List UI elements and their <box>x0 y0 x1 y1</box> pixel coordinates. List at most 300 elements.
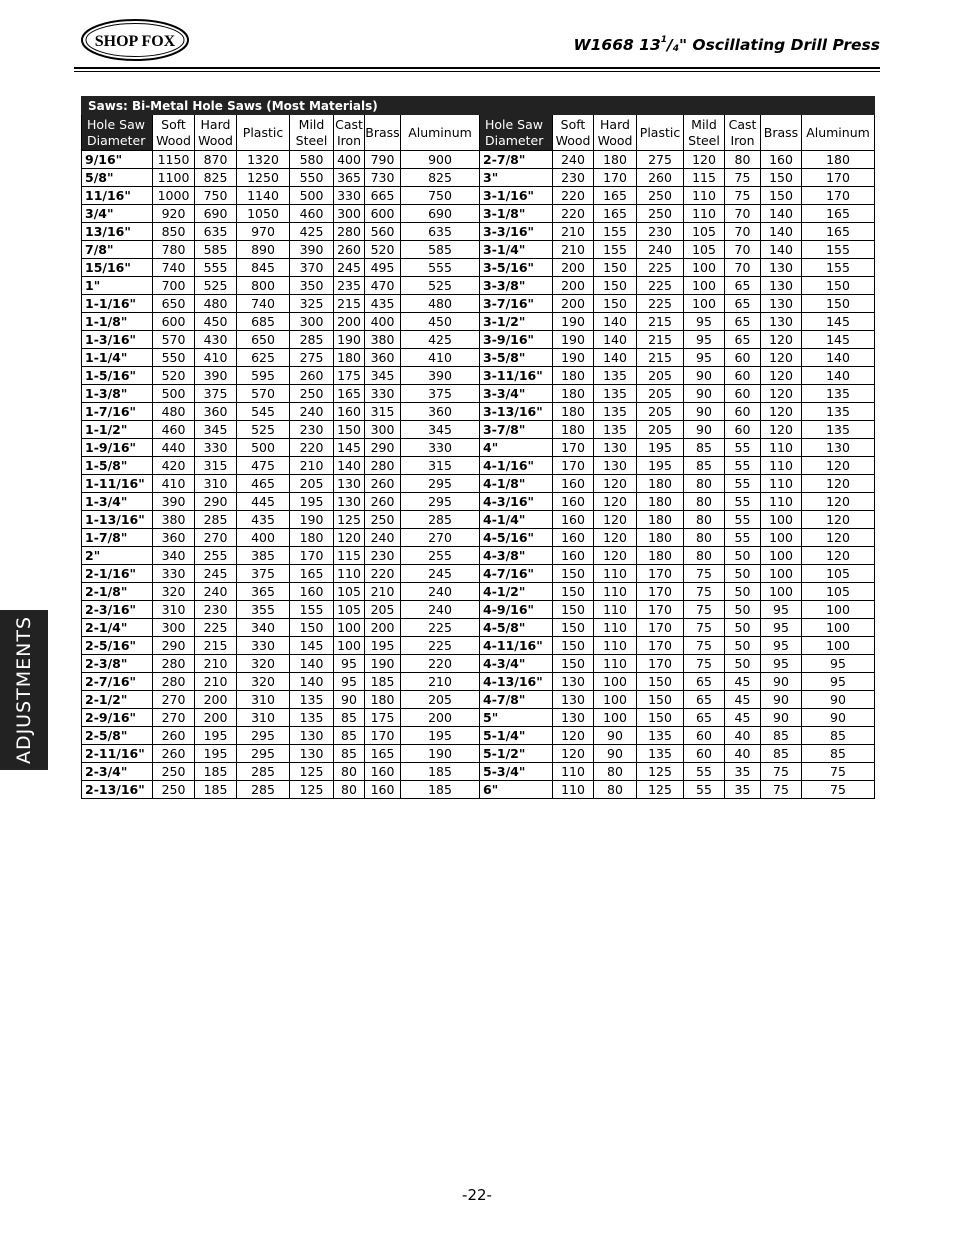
rpm-cell: 100 <box>334 637 365 655</box>
rpm-cell: 390 <box>290 241 334 259</box>
column-header: Cast Iron <box>725 115 761 151</box>
rpm-cell: 600 <box>365 205 401 223</box>
rpm-cell: 90 <box>684 385 725 403</box>
rpm-cell: 520 <box>153 367 195 385</box>
diameter-cell: 2-7/8" <box>480 151 553 169</box>
rpm-cell: 150 <box>594 277 637 295</box>
rpm-cell: 170 <box>594 169 637 187</box>
table-row <box>82 511 875 529</box>
table-row <box>82 349 875 367</box>
rpm-cell: 170 <box>290 547 334 565</box>
document-title: W1668 $13^1/4$" Oscillating Drill Press <box>573 35 880 54</box>
diameter-cell: 1-1/8" <box>82 313 153 331</box>
rpm-cell: 95 <box>761 655 802 673</box>
rpm-cell: 110 <box>553 781 594 799</box>
rpm-cell: 230 <box>637 223 684 241</box>
rpm-cell: 150 <box>334 421 365 439</box>
rpm-cell: 175 <box>365 709 401 727</box>
rpm-cell: 215 <box>637 349 684 367</box>
table-row <box>82 781 875 799</box>
diameter-cell: 3-5/8" <box>480 349 553 367</box>
rpm-cell: 800 <box>237 277 290 295</box>
rpm-cell: 185 <box>195 763 237 781</box>
rpm-cell: 215 <box>195 637 237 655</box>
rpm-cell: 130 <box>594 439 637 457</box>
rpm-cell: 345 <box>365 367 401 385</box>
rpm-cell: 600 <box>153 313 195 331</box>
rpm-cell: 110 <box>594 601 637 619</box>
rpm-cell: 85 <box>334 727 365 745</box>
rpm-cell: 215 <box>334 295 365 313</box>
rpm-cell: 450 <box>401 313 480 331</box>
diameter-cell: 7/8" <box>82 241 153 259</box>
rpm-cell: 100 <box>684 277 725 295</box>
rpm-cell: 55 <box>725 511 761 529</box>
diameter-cell: 4-5/16" <box>480 529 553 547</box>
rpm-cell: 150 <box>553 655 594 673</box>
rpm-cell: 150 <box>290 619 334 637</box>
rpm-cell: 360 <box>401 403 480 421</box>
rpm-cell: 220 <box>290 439 334 457</box>
rpm-cell: 240 <box>365 529 401 547</box>
rpm-cell: 665 <box>365 187 401 205</box>
rpm-cell: 40 <box>725 727 761 745</box>
rpm-cell: 135 <box>637 727 684 745</box>
diameter-cell: 2-13/16" <box>82 781 153 799</box>
rpm-cell: 160 <box>553 493 594 511</box>
diameter-cell: 1-1/16" <box>82 295 153 313</box>
rpm-cell: 120 <box>594 547 637 565</box>
rpm-cell: 185 <box>401 781 480 799</box>
rpm-cell: 150 <box>637 691 684 709</box>
rpm-cell: 285 <box>237 763 290 781</box>
rpm-cell: 170 <box>637 565 684 583</box>
rpm-cell: 70 <box>725 241 761 259</box>
rpm-cell: 80 <box>684 529 725 547</box>
rpm-cell: 200 <box>195 709 237 727</box>
rpm-cell: 90 <box>684 421 725 439</box>
diameter-cell: 2-3/8" <box>82 655 153 673</box>
rpm-cell: 280 <box>365 457 401 475</box>
rpm-cell: 585 <box>401 241 480 259</box>
table-row <box>82 709 875 727</box>
rpm-cell: 780 <box>153 241 195 259</box>
column-header: Hard Wood <box>195 115 237 151</box>
rpm-cell: 110 <box>761 457 802 475</box>
rpm-cell: 130 <box>761 295 802 313</box>
rpm-cell: 520 <box>365 241 401 259</box>
rpm-cell: 60 <box>684 745 725 763</box>
rpm-cell: 150 <box>802 295 875 313</box>
table-row <box>82 763 875 781</box>
rpm-cell: 425 <box>290 223 334 241</box>
rpm-cell: 100 <box>761 565 802 583</box>
rpm-cell: 170 <box>637 655 684 673</box>
rpm-cell: 130 <box>553 691 594 709</box>
rpm-cell: 290 <box>365 439 401 457</box>
rpm-cell: 200 <box>553 295 594 313</box>
rpm-cell: 80 <box>594 781 637 799</box>
rpm-cell: 310 <box>195 475 237 493</box>
rpm-cell: 100 <box>594 691 637 709</box>
rpm-cell: 85 <box>761 745 802 763</box>
rpm-cell: 190 <box>334 331 365 349</box>
rpm-cell: 130 <box>290 745 334 763</box>
diameter-cell: 3-1/2" <box>480 313 553 331</box>
rpm-cell: 85 <box>334 745 365 763</box>
rpm-cell: 135 <box>637 745 684 763</box>
rpm-cell: 245 <box>401 565 480 583</box>
rpm-cell: 300 <box>290 313 334 331</box>
rpm-cell: 100 <box>761 547 802 565</box>
rpm-cell: 370 <box>290 259 334 277</box>
rpm-cell: 160 <box>553 547 594 565</box>
table-row <box>82 673 875 691</box>
rpm-cell: 300 <box>153 619 195 637</box>
diameter-cell: 5" <box>480 709 553 727</box>
rpm-cell: 635 <box>195 223 237 241</box>
rpm-cell: 330 <box>365 385 401 403</box>
rpm-cell: 330 <box>153 565 195 583</box>
rpm-cell: 135 <box>802 385 875 403</box>
rpm-cell: 65 <box>684 691 725 709</box>
diameter-cell: 2-3/4" <box>82 763 153 781</box>
rpm-cell: 170 <box>637 637 684 655</box>
rpm-cell: 150 <box>761 187 802 205</box>
rpm-cell: 240 <box>195 583 237 601</box>
rpm-cell: 205 <box>365 601 401 619</box>
rpm-cell: 1320 <box>237 151 290 169</box>
rpm-cell: 35 <box>725 781 761 799</box>
rpm-cell: 70 <box>725 223 761 241</box>
rpm-cell: 195 <box>195 745 237 763</box>
rpm-cell: 635 <box>401 223 480 241</box>
rpm-cell: 555 <box>195 259 237 277</box>
column-header: Hole Saw Diameter <box>480 115 553 151</box>
rpm-cell: 95 <box>802 673 875 691</box>
rpm-cell: 115 <box>684 169 725 187</box>
rpm-cell: 170 <box>553 457 594 475</box>
rpm-cell: 90 <box>761 691 802 709</box>
diameter-cell: 2-1/8" <box>82 583 153 601</box>
rpm-cell: 845 <box>237 259 290 277</box>
rpm-cell: 560 <box>365 223 401 241</box>
rpm-cell: 350 <box>290 277 334 295</box>
rpm-cell: 70 <box>725 205 761 223</box>
rpm-cell: 240 <box>553 151 594 169</box>
rpm-cell: 100 <box>802 619 875 637</box>
rpm-cell: 390 <box>153 493 195 511</box>
rpm-cell: 80 <box>594 763 637 781</box>
rpm-cell: 700 <box>153 277 195 295</box>
rpm-cell: 920 <box>153 205 195 223</box>
rpm-cell: 170 <box>365 727 401 745</box>
rpm-cell: 150 <box>594 259 637 277</box>
rpm-cell: 175 <box>334 367 365 385</box>
rpm-cell: 110 <box>761 439 802 457</box>
rpm-cell: 50 <box>725 565 761 583</box>
table-row <box>82 421 875 439</box>
rpm-cell: 295 <box>237 745 290 763</box>
rpm-cell: 90 <box>802 691 875 709</box>
rpm-cell: 120 <box>802 529 875 547</box>
table-row <box>82 331 875 349</box>
rpm-cell: 75 <box>684 601 725 619</box>
rpm-cell: 180 <box>594 151 637 169</box>
column-header: Hole Saw Diameter <box>82 115 153 151</box>
rpm-cell: 685 <box>237 313 290 331</box>
rpm-cell: 260 <box>153 727 195 745</box>
rpm-cell: 270 <box>153 709 195 727</box>
rpm-cell: 160 <box>365 763 401 781</box>
rpm-cell: 125 <box>637 763 684 781</box>
diameter-cell: 2-7/16" <box>82 673 153 691</box>
rpm-cell: 160 <box>334 403 365 421</box>
rpm-cell: 360 <box>153 529 195 547</box>
rpm-cell: 185 <box>365 673 401 691</box>
rpm-cell: 135 <box>290 709 334 727</box>
rpm-cell: 85 <box>802 745 875 763</box>
rpm-cell: 120 <box>594 511 637 529</box>
rpm-cell: 155 <box>290 601 334 619</box>
rpm-cell: 120 <box>594 529 637 547</box>
rpm-cell: 435 <box>237 511 290 529</box>
rpm-cell: 75 <box>684 637 725 655</box>
rpm-cell: 470 <box>365 277 401 295</box>
rpm-cell: 1140 <box>237 187 290 205</box>
diameter-cell: 1-11/16" <box>82 475 153 493</box>
rpm-cell: 545 <box>237 403 290 421</box>
diameter-cell: 4-3/8" <box>480 547 553 565</box>
rpm-cell: 480 <box>401 295 480 313</box>
rpm-cell: 105 <box>684 223 725 241</box>
rpm-cell: 160 <box>365 781 401 799</box>
diameter-cell: 4-7/16" <box>480 565 553 583</box>
rpm-cell: 80 <box>684 511 725 529</box>
table-row <box>82 367 875 385</box>
rpm-cell: 1000 <box>153 187 195 205</box>
rpm-cell: 150 <box>553 583 594 601</box>
rpm-cell: 65 <box>684 709 725 727</box>
rpm-cell: 60 <box>725 367 761 385</box>
rpm-cell: 190 <box>290 511 334 529</box>
rpm-cell: 240 <box>637 241 684 259</box>
rpm-cell: 255 <box>401 547 480 565</box>
table-row <box>82 637 875 655</box>
rpm-cell: 650 <box>153 295 195 313</box>
rpm-cell: 135 <box>594 403 637 421</box>
rpm-cell: 190 <box>553 331 594 349</box>
rpm-cell: 225 <box>637 259 684 277</box>
rpm-cell: 145 <box>334 439 365 457</box>
rpm-cell: 165 <box>334 385 365 403</box>
diameter-cell: 4-1/8" <box>480 475 553 493</box>
rpm-cell: 650 <box>237 331 290 349</box>
rpm-cell: 170 <box>637 619 684 637</box>
rpm-cell: 50 <box>725 583 761 601</box>
column-header: Hard Wood <box>594 115 637 151</box>
rpm-cell: 35 <box>725 763 761 781</box>
rpm-cell: 280 <box>334 223 365 241</box>
rpm-cell: 110 <box>553 763 594 781</box>
rpm-cell: 1150 <box>153 151 195 169</box>
rpm-cell: 550 <box>153 349 195 367</box>
rpm-cell: 120 <box>684 151 725 169</box>
rpm-cell: 245 <box>195 565 237 583</box>
rpm-cell: 150 <box>594 295 637 313</box>
rpm-cell: 135 <box>594 385 637 403</box>
rpm-cell: 225 <box>401 619 480 637</box>
rpm-cell: 180 <box>802 151 875 169</box>
rpm-cell: 180 <box>637 511 684 529</box>
rpm-cell: 65 <box>725 277 761 295</box>
rpm-cell: 45 <box>725 709 761 727</box>
rpm-cell: 330 <box>401 439 480 457</box>
rpm-cell: 570 <box>153 331 195 349</box>
rpm-cell: 260 <box>334 241 365 259</box>
rpm-cell: 1250 <box>237 169 290 187</box>
diameter-cell: 5/8" <box>82 169 153 187</box>
rpm-cell: 105 <box>334 601 365 619</box>
rpm-cell: 475 <box>237 457 290 475</box>
diameter-cell: 1-1/2" <box>82 421 153 439</box>
rpm-cell: 210 <box>290 457 334 475</box>
rpm-cell: 210 <box>195 655 237 673</box>
rpm-cell: 200 <box>553 277 594 295</box>
rpm-cell: 75 <box>725 187 761 205</box>
diameter-cell: 4-9/16" <box>480 601 553 619</box>
rpm-cell: 210 <box>365 583 401 601</box>
rpm-cell: 365 <box>334 169 365 187</box>
rpm-cell: 215 <box>637 331 684 349</box>
diameter-cell: 5-1/2" <box>480 745 553 763</box>
rpm-cell: 125 <box>290 763 334 781</box>
rpm-cell: 155 <box>802 259 875 277</box>
rpm-cell: 55 <box>684 763 725 781</box>
rpm-cell: 125 <box>290 781 334 799</box>
rpm-cell: 95 <box>761 619 802 637</box>
rpm-cell: 130 <box>761 277 802 295</box>
rpm-cell: 340 <box>237 619 290 637</box>
diameter-cell: 4-11/16" <box>480 637 553 655</box>
rpm-cell: 140 <box>802 349 875 367</box>
diameter-cell: 4-1/4" <box>480 511 553 529</box>
rpm-cell: 180 <box>290 529 334 547</box>
rpm-cell: 210 <box>553 241 594 259</box>
column-header: Soft Wood <box>153 115 195 151</box>
rpm-cell: 135 <box>594 421 637 439</box>
rpm-cell: 170 <box>553 439 594 457</box>
rpm-cell: 75 <box>802 781 875 799</box>
rpm-cell: 205 <box>401 691 480 709</box>
diameter-cell: 3-3/4" <box>480 385 553 403</box>
rpm-cell: 400 <box>334 151 365 169</box>
rpm-cell: 410 <box>195 349 237 367</box>
table-row <box>82 493 875 511</box>
rpm-cell: 180 <box>553 421 594 439</box>
table-row <box>82 619 875 637</box>
rpm-cell: 80 <box>334 763 365 781</box>
rpm-cell: 120 <box>802 493 875 511</box>
rpm-cell: 120 <box>802 511 875 529</box>
rpm-cell: 285 <box>195 511 237 529</box>
table-row <box>82 565 875 583</box>
rpm-cell: 150 <box>553 565 594 583</box>
rpm-cell: 85 <box>684 457 725 475</box>
rpm-cell: 345 <box>401 421 480 439</box>
rpm-cell: 250 <box>365 511 401 529</box>
rpm-cell: 80 <box>725 151 761 169</box>
section-side-tab-label: ADJUSTMENTS <box>13 615 35 765</box>
rpm-cell: 115 <box>334 547 365 565</box>
rpm-cell: 525 <box>237 421 290 439</box>
rpm-cell: 440 <box>153 439 195 457</box>
rpm-cell: 825 <box>195 169 237 187</box>
rpm-cell: 150 <box>553 619 594 637</box>
rpm-cell: 420 <box>153 457 195 475</box>
diameter-cell: 5-3/4" <box>480 763 553 781</box>
diameter-cell: 1-3/8" <box>82 385 153 403</box>
rpm-cell: 295 <box>401 493 480 511</box>
table-row <box>82 547 875 565</box>
diameter-cell: 3-11/16" <box>480 367 553 385</box>
rpm-cell: 100 <box>594 709 637 727</box>
rpm-cell: 740 <box>237 295 290 313</box>
rpm-cell: 145 <box>290 637 334 655</box>
rpm-cell: 170 <box>637 601 684 619</box>
rpm-cell: 410 <box>153 475 195 493</box>
rpm-cell: 195 <box>637 439 684 457</box>
rpm-cell: 290 <box>195 493 237 511</box>
diameter-cell: 3-7/8" <box>480 421 553 439</box>
table-row <box>82 295 875 313</box>
rpm-cell: 140 <box>594 349 637 367</box>
rpm-cell: 1100 <box>153 169 195 187</box>
table-row <box>82 439 875 457</box>
rpm-cell: 185 <box>195 781 237 799</box>
rpm-cell: 365 <box>237 583 290 601</box>
rpm-cell: 400 <box>237 529 290 547</box>
rpm-cell: 140 <box>761 241 802 259</box>
rpm-cell: 90 <box>594 745 637 763</box>
column-header: Aluminum <box>401 115 480 151</box>
rpm-cell: 150 <box>802 277 875 295</box>
rpm-cell: 130 <box>594 457 637 475</box>
rpm-cell: 110 <box>594 637 637 655</box>
rpm-cell: 205 <box>290 475 334 493</box>
rpm-cell: 300 <box>365 421 401 439</box>
table-row <box>82 241 875 259</box>
rpm-cell: 80 <box>684 475 725 493</box>
table-row <box>82 385 875 403</box>
rpm-cell: 100 <box>761 529 802 547</box>
rpm-cell: 170 <box>802 187 875 205</box>
rpm-cell: 155 <box>594 223 637 241</box>
page-number: -22- <box>462 1186 492 1204</box>
rpm-cell: 170 <box>637 583 684 601</box>
rpm-cell: 85 <box>684 439 725 457</box>
rpm-cell: 100 <box>761 511 802 529</box>
rpm-cell: 85 <box>334 709 365 727</box>
rpm-cell: 225 <box>401 637 480 655</box>
rpm-cell: 320 <box>237 673 290 691</box>
rpm-cell: 90 <box>684 403 725 421</box>
rpm-cell: 125 <box>334 511 365 529</box>
rpm-cell: 360 <box>365 349 401 367</box>
rpm-cell: 100 <box>802 637 875 655</box>
diameter-cell: 2" <box>82 547 153 565</box>
rpm-cell: 270 <box>153 691 195 709</box>
